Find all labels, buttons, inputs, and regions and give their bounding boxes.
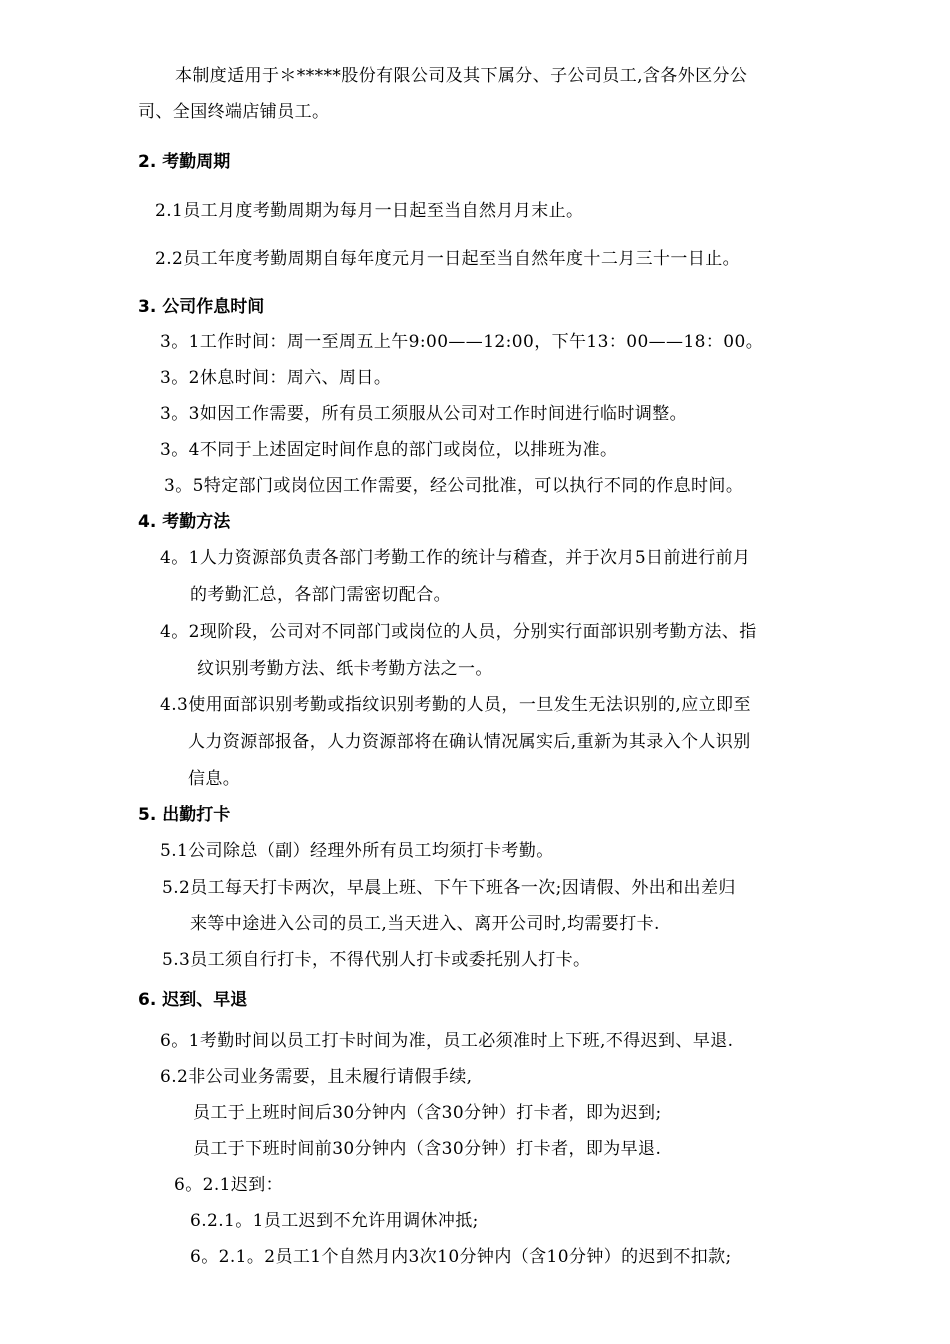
paragraph-5-1: 5.1公司除总（副）经理外所有员工均须打卡考勤。 (160, 841, 554, 861)
section-heading-2: 2. 考勤周期 (138, 152, 231, 172)
intro-line-1: 本制度适用于＊*****股份有限公司及其下属分、子公司员工,含各外区分公 (175, 66, 748, 86)
paragraph-4-3-line-3: 信息。 (188, 769, 241, 789)
paragraph-4-2-line-1: 4。2现阶段，公司对不同部门或岗位的人员，分别实行面部识别考勤方法、指 (160, 622, 757, 642)
paragraph-3-3: 3。3如因工作需要，所有员工须服从公司对工作时间进行临时调整。 (160, 404, 688, 424)
paragraph-6-2-item-2: 员工于下班时间前30分钟内（含30分钟）打卡者，即为早退. (193, 1139, 662, 1159)
paragraph-6-2-1: 6。2.1迟到： (174, 1175, 284, 1195)
paragraph-5-2-line-1: 5.2员工每天打卡两次，早晨上班、下午下班各一次;因请假、外出和出差归 (162, 878, 736, 898)
paragraph-4-1-line-2: 的考勤汇总，各部门需密切配合。 (190, 585, 451, 605)
section-heading-6: 6. 迟到、早退 (138, 990, 248, 1010)
paragraph-3-2: 3。2休息时间：周六、周日。 (160, 368, 392, 388)
paragraph-3-1: 3。1工作时间：周一至周五上午9:00——12:00，下午13：00——18：00。 (160, 332, 764, 352)
intro-line-2: 司、全国终端店铺员工。 (138, 102, 330, 122)
paragraph-5-2-line-2: 来等中途进入公司的员工,当天进入、离开公司时,均需要打卡. (190, 914, 660, 934)
paragraph-6-2-1-1: 6.2.1。1员工迟到不允许用调休冲抵; (190, 1211, 479, 1231)
paragraph-6-1: 6。1考勤时间以员工打卡时间为准，员工必须准时上下班,不得迟到、早退. (160, 1031, 734, 1051)
paragraph-6-2: 6.2非公司业务需要，且未履行请假手续, (160, 1067, 473, 1087)
paragraph-6-2-item-1: 员工于上班时间后30分钟内（含30分钟）打卡者，即为迟到; (193, 1103, 662, 1123)
paragraph-4-3-line-1: 4.3使用面部识别考勤或指纹识别考勤的人员，一旦发生无法识别的,应立即至 (160, 695, 751, 715)
paragraph-4-1-line-1: 4。1人力资源部负责各部门考勤工作的统计与稽查，并于次月5日前进行前月 (160, 548, 751, 568)
paragraph-4-3-line-2: 人力资源部报备，人力资源部将在确认情况属实后,重新为其录入个人识别 (188, 732, 751, 752)
section-heading-5: 5. 出勤打卡 (138, 805, 231, 825)
paragraph-4-2-line-2: 纹识别考勤方法、纸卡考勤方法之一。 (197, 659, 493, 679)
paragraph-5-3: 5.3员工须自行打卡，不得代别人打卡或委托别人打卡。 (162, 950, 591, 970)
paragraph-2-1: 2.1员工月度考勤周期为每月一日起至当自然月月末止。 (155, 201, 584, 221)
paragraph-3-4: 3。4不同于上述固定时间作息的部门或岗位，以排班为准。 (160, 440, 618, 460)
paragraph-6-2-1-2: 6。2.1。2员工1个自然月内3次10分钟内（含10分钟）的迟到不扣款; (190, 1247, 732, 1267)
section-heading-3: 3. 公司作息时间 (138, 297, 265, 317)
section-heading-4: 4. 考勤方法 (138, 512, 231, 532)
paragraph-2-2: 2.2员工年度考勤周期自每年度元月一日起至当自然年度十二月三十一日止。 (155, 249, 741, 269)
paragraph-3-5: 3。5特定部门或岗位因工作需要，经公司批准，可以执行不同的作息时间。 (164, 476, 744, 496)
